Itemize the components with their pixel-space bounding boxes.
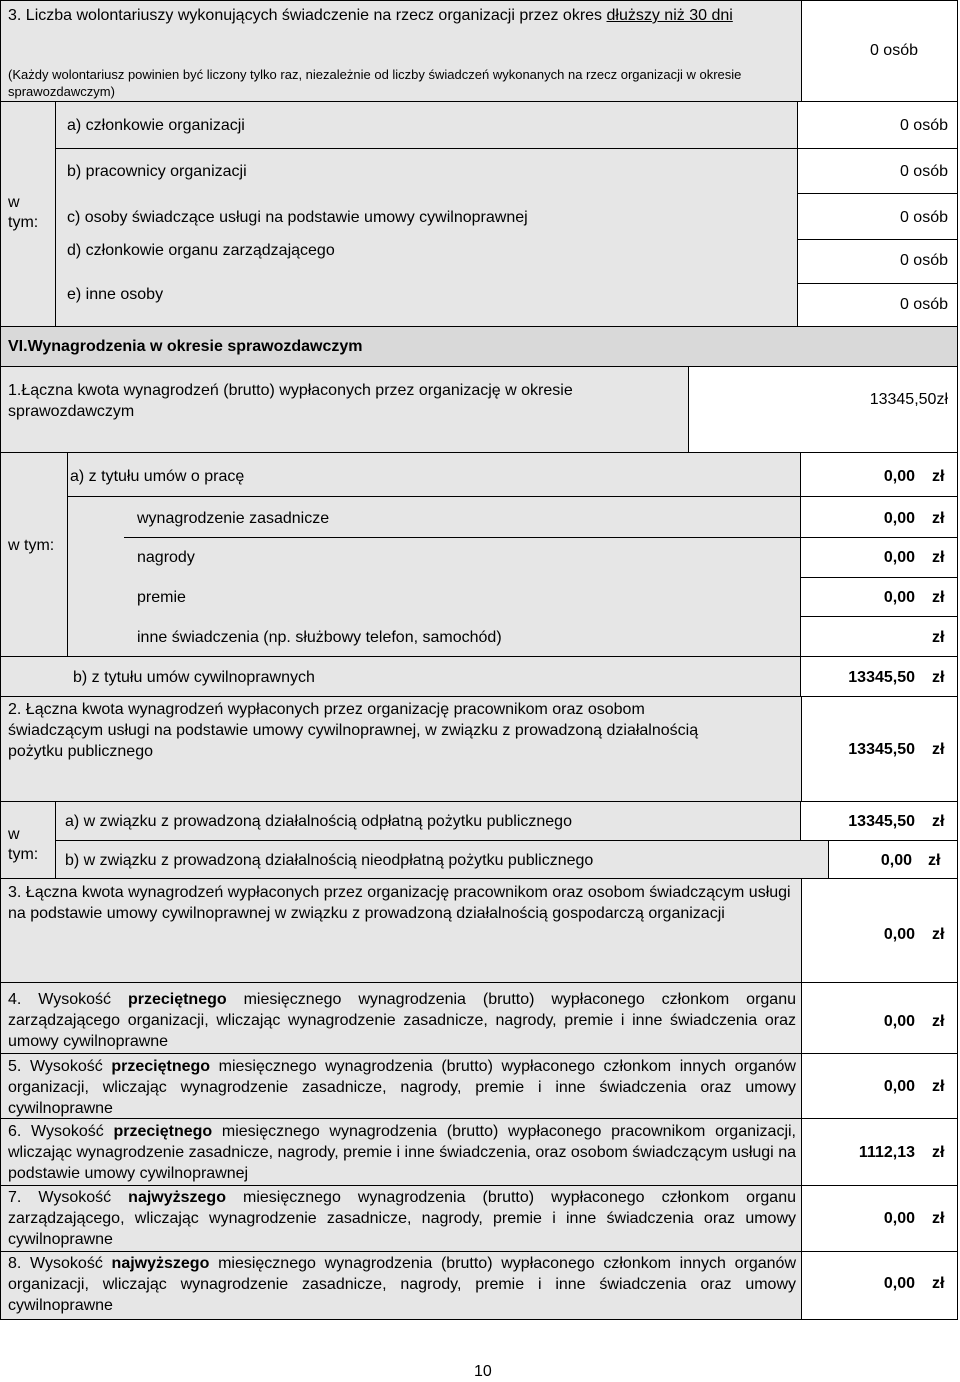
q2-b-currency: zł <box>928 852 941 869</box>
q2-a-currency: zł <box>932 813 945 830</box>
volunteers-title: 3. Liczba wolontariuszy wykonujących świadczenie na rzecz organizacji przez okres dłuższy niż 30 dni <box>8 7 733 24</box>
q1-b-label: b) z tytułu umów cywilnoprawnych <box>73 669 315 686</box>
volunteer-item-value: 0 osób <box>899 296 948 313</box>
q3-value: 0,00 <box>883 926 915 943</box>
volunteer-item-value: 0 osób <box>899 252 948 269</box>
q8-label: 8. Wysokość najwyższego miesięcznego wynagrodzenia (brutto) wypłaconego członkom innych organów organizacji, wliczając wynagrodzenie zasadnicze, nagrody, premie i inne świadczenia oraz umowy cywilnoprawne <box>8 1255 796 1314</box>
volunteer-item-value: 0 osób <box>899 117 948 134</box>
q8-value: 0,00 <box>883 1275 915 1292</box>
q6-value: 1112,13 <box>858 1144 915 1161</box>
q8-currency: zł <box>932 1275 945 1292</box>
volunteer-item-label: c) osoby świadczące usługi na podstawie umowy cywilnoprawnej <box>67 209 528 226</box>
q1-b-value: 13345,50 <box>848 669 915 686</box>
q1-sub-currency: zł <box>932 549 945 566</box>
q2-a-value: 13345,50 <box>848 813 915 830</box>
q2-b-label: b) w związku z prowadzoną działalnością nieodpłatną pożytku publicznego <box>65 852 594 869</box>
q2-a-label: a) w związku z prowadzoną działalnością odpłatną pożytku publicznego <box>65 813 572 830</box>
q1-label: 1.Łączna kwota wynagrodzeń (brutto) wypłaconych przez organizację w okresie sprawozdawczym <box>8 382 573 420</box>
q1-sub-value: 0,00 <box>883 589 915 606</box>
q1-a-label: a) z tytułu umów o pracę <box>70 468 245 485</box>
q1-sub-label: wynagrodzenie zasadnicze <box>137 510 330 527</box>
q3-label: 3. Łączna kwota wynagrodzeń wypłaconych przez organizację pracownikom oraz osobom świadczącym usługi na podstawie umowy cywilnoprawnej w związku z prowadzoną działalnością gospodarczą organizacji <box>8 884 791 922</box>
q2-wtym-label: w tym: <box>8 826 39 863</box>
q4-currency: zł <box>932 1013 945 1030</box>
q1-sub-label: nagrody <box>137 549 195 566</box>
q2-b-value: 0,00 <box>880 852 912 869</box>
q1-a-value: 0,00 <box>883 468 915 485</box>
q6-label: 6. Wysokość przeciętnego miesięcznego wynagrodzenia (brutto) wypłaconego pracownikom organizacji, wliczając wynagrodzenie zasadnicze, nagrody, premie i inne świadczenia, oraz osobom świadczącym usługi na podstawie umowy cywilnoprawnej <box>8 1123 796 1182</box>
q1-sub-currency: zł <box>932 589 945 606</box>
volunteers-total-value: 0 osób <box>869 42 918 59</box>
q1-b-currency: zł <box>932 669 945 686</box>
q1-wtym-label: w tym: <box>8 537 55 554</box>
q5-label: 5. Wysokość przeciętnego miesięcznego wynagrodzenia (brutto) wypłaconego członkom innych organów organizacji, wliczając wynagrodzenie zasadnicze, nagrody, premie i inne świadczenia oraz umowy cywilnoprawne <box>8 1058 796 1117</box>
q5-currency: zł <box>932 1078 945 1095</box>
volunteer-item-label: a) członkowie organizacji <box>67 117 245 134</box>
volunteer-item-label: b) pracownicy organizacji <box>67 163 247 180</box>
q1-a-currency: zł <box>932 468 945 485</box>
q1-sub-label: inne świadczenia (np. służbowy telefon, samochód) <box>137 629 502 646</box>
q1-sub-currency: zł <box>932 629 945 646</box>
q3-currency: zł <box>932 926 945 943</box>
q2-currency: zł <box>932 741 945 758</box>
q7-currency: zł <box>932 1210 945 1227</box>
q5-value: 0,00 <box>883 1078 915 1095</box>
q4-label: 4. Wysokość przeciętnego miesięcznego wynagrodzenia (brutto) wypłaconego członkom organu zarządzającego organizacji, wliczając wynagrodzenie zasadnicze, nagrody, premie i inne świadczenia oraz umowy cywilnoprawne <box>8 991 796 1050</box>
volunteer-item-value: 0 osób <box>899 163 948 180</box>
volunteer-item-value: 0 osób <box>899 209 948 226</box>
q7-value: 0,00 <box>883 1210 915 1227</box>
section-vi-heading: VI.Wynagrodzenia w okresie sprawozdawczym <box>8 338 363 355</box>
volunteer-item-label: e) inne osoby <box>67 286 164 303</box>
page-number: 10 <box>474 1363 492 1380</box>
volunteer-item-label: d) członkowie organu zarządzającego <box>67 242 335 259</box>
q2-value: 13345,50 <box>848 741 915 758</box>
q2-label: 2. Łączna kwota wynagrodzeń wypłaconych przez organizację pracownikom oraz osobom świadczącym usługi na podstawie umowy cywilnoprawnej, w związku z prowadzoną działalnością pożytku publicznego <box>8 701 699 760</box>
q1-sub-label: premie <box>137 589 186 606</box>
volunteers-note: (Każdy wolontariusz powinien być liczony tylko raz, niezależnie od liczby świadczeń wykonanych na rzecz organizacji w okresie sprawozdawczym) <box>8 67 742 99</box>
q1-sub-value: 0,00 <box>883 549 915 566</box>
q1-sub-currency: zł <box>932 510 945 527</box>
volunteers-wtym-label: w tym: <box>8 194 39 231</box>
q1-sub-value: 0,00 <box>883 510 915 527</box>
q7-label: 7. Wysokość najwyższego miesięcznego wynagrodzenia (brutto) wypłaconego członkom organu zarządzającego, wliczając wynagrodzenie zasadnicze, nagrody, premie i inne świadczenia oraz umowy cywilnoprawne <box>8 1189 796 1248</box>
q4-value: 0,00 <box>883 1013 915 1030</box>
q6-currency: zł <box>932 1144 945 1161</box>
q1-value: 13345,50zł <box>869 391 948 408</box>
